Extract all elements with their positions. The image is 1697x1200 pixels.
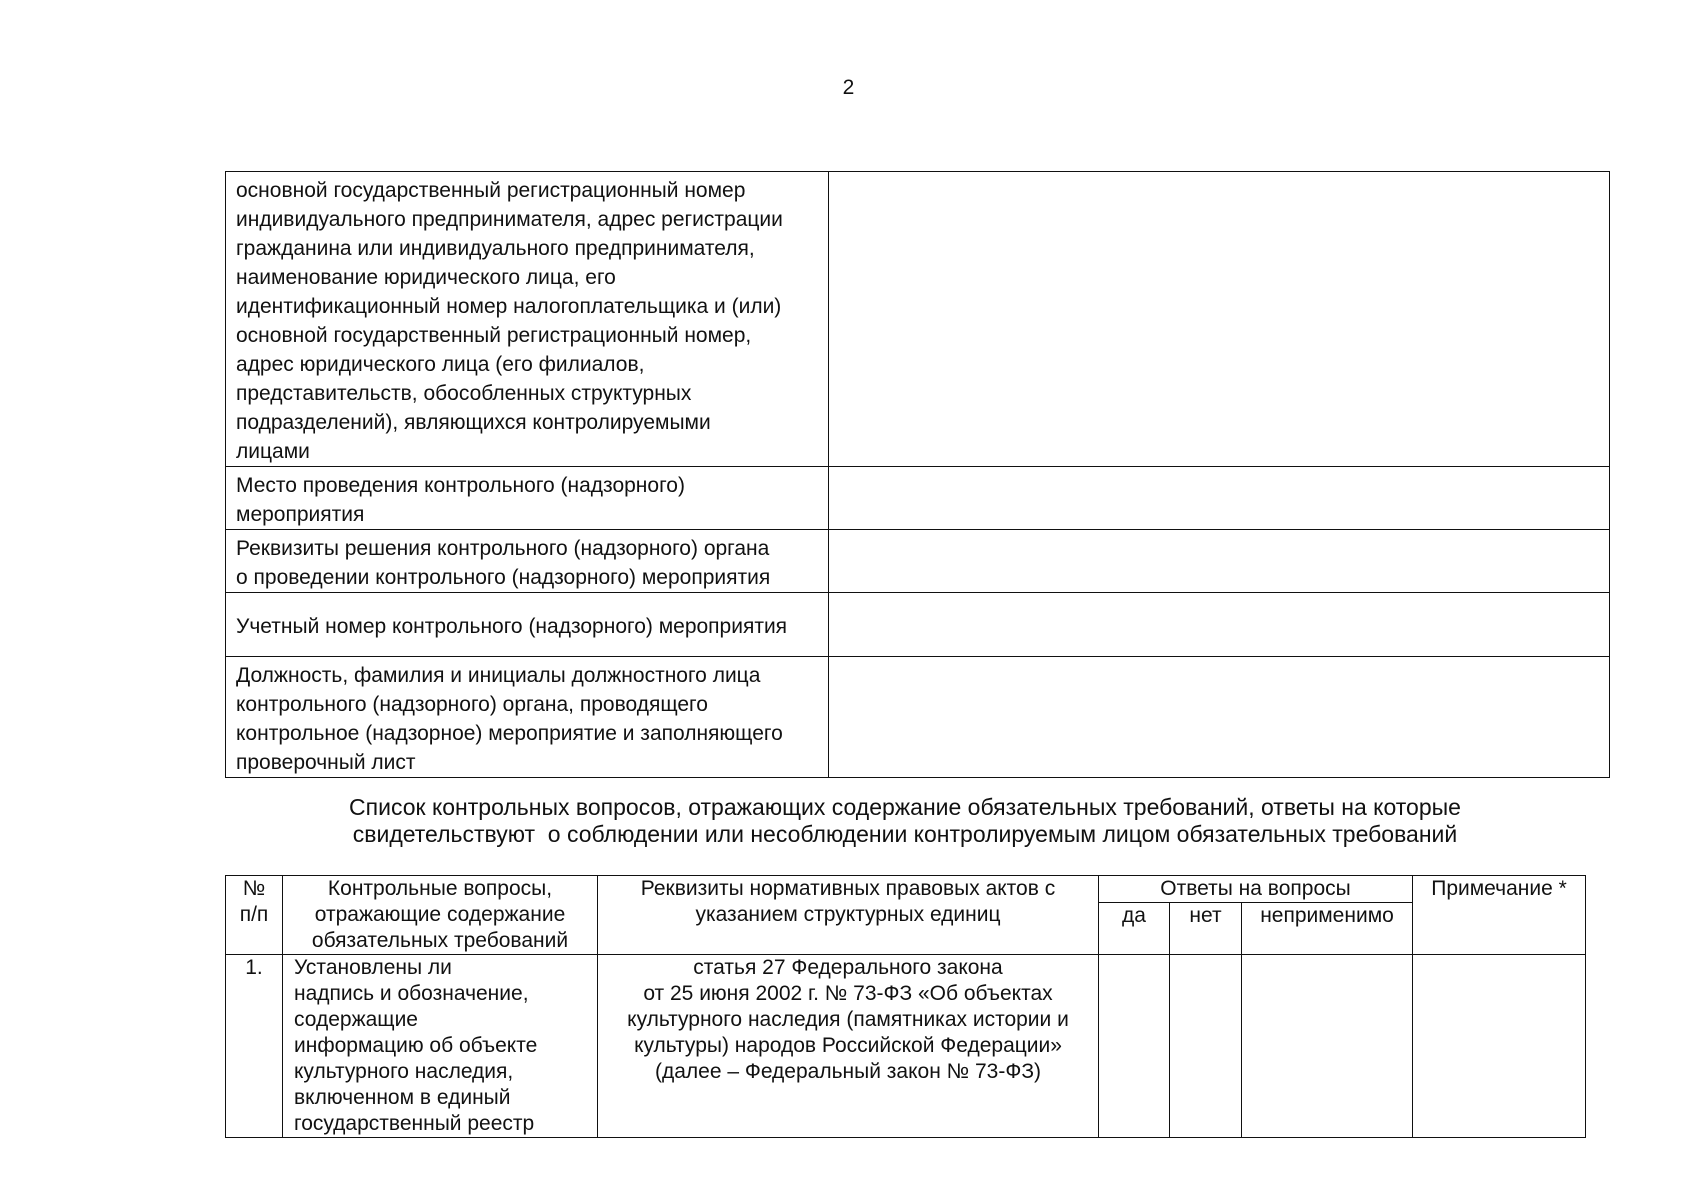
header-line: Контрольные вопросы, <box>327 877 553 900</box>
label-line: лицами <box>236 440 310 463</box>
header-yes: да <box>1099 903 1170 955</box>
label-line: подразделений), являющихся контролируемыми <box>236 411 711 434</box>
row-answer-na <box>1242 955 1413 1138</box>
label-line: гражданина или индивидуального предпринимателя, <box>236 237 755 260</box>
label-line: контрольного (надзорного) органа, проводящего <box>236 693 708 716</box>
header-line: отражающие содержание <box>314 903 566 926</box>
header-line: обязательных требований <box>311 929 569 952</box>
row-number: 1. <box>226 955 283 1138</box>
reference-line: культурного наследия (памятниках истории и <box>627 1008 1069 1031</box>
label-line: индивидуального предпринимателя, адрес регистрации <box>236 208 783 231</box>
label-line: идентификационный номер налогоплательщика и (или) <box>236 295 782 318</box>
section-title-line: Список контрольных вопросов, отражающих содержание обязательных требований, ответы на которые <box>349 794 1461 820</box>
reference-line: от 25 июня 2002 г. № 73-ФЗ «Об объектах <box>643 982 1053 1005</box>
question-line: содержащие <box>294 1008 418 1031</box>
info-value-decision <box>829 530 1610 593</box>
header-line: Реквизиты нормативных правовых актов с <box>640 877 1056 900</box>
label-line: о проведении контрольного (надзорного) мероприятия <box>236 566 771 589</box>
label-line: адрес юридического лица (его филиалов, <box>236 353 645 376</box>
subject-info-table <box>225 171 1610 778</box>
checklist-section-title <box>225 794 1585 848</box>
header-na: неприменимо <box>1242 903 1413 955</box>
section-title-line: свидетельствуют о соблюдении или несоблюдении контролируемым лицом обязательных требований <box>352 821 1458 847</box>
row-reference <box>598 955 1099 1138</box>
question-line: государственный реестр <box>294 1112 535 1135</box>
label-line: контрольное (надзорное) мероприятие и заполняющего <box>236 722 783 745</box>
info-label-location <box>226 467 829 530</box>
question-line: культурного наследия, <box>294 1060 514 1083</box>
checklist-table <box>225 875 1586 1138</box>
info-row-inspector <box>226 657 1610 778</box>
question-line: надпись и обозначение, <box>294 982 529 1005</box>
info-row-registration <box>226 172 1610 467</box>
page-number: 2 <box>842 76 855 99</box>
row-note <box>1413 955 1586 1138</box>
row-answer-yes <box>1099 955 1170 1138</box>
label-line: основной государственный регистрационный номер <box>236 179 746 202</box>
table-row <box>226 955 1586 1138</box>
header-reference <box>598 876 1099 955</box>
header-line: № <box>242 877 266 900</box>
info-row-location <box>226 467 1610 530</box>
header-no: нет <box>1170 903 1242 955</box>
header-question <box>283 876 598 955</box>
label-line: Должность, фамилия и инициалы должностного лица <box>236 664 761 687</box>
label-line: наименование юридического лица, его <box>236 266 616 289</box>
reference-line: статья 27 Федерального закона <box>693 956 1003 979</box>
question-line: информацию об объекте <box>294 1034 538 1057</box>
row-question <box>283 955 598 1138</box>
label-line: основной государственный регистрационный номер, <box>236 324 752 347</box>
checklist-header-row <box>226 876 1586 903</box>
info-label-inspector <box>226 657 829 778</box>
info-value-inspector <box>829 657 1610 778</box>
label-line: Реквизиты решения контрольного (надзорного) органа <box>236 537 770 560</box>
reference-line: культуры) народов Российской Федерации» <box>634 1034 1062 1057</box>
question-line: Установлены ли <box>294 956 452 979</box>
info-value-location <box>829 467 1610 530</box>
question-line: включенном в единый <box>294 1086 511 1109</box>
info-value-registration <box>829 172 1610 467</box>
info-value-account-number <box>829 593 1610 657</box>
info-row-account-number <box>226 593 1610 657</box>
label-line: Учетный номер контрольного (надзорного) мероприятия <box>236 615 788 638</box>
header-line: п/п <box>239 903 269 926</box>
header-line: указанием структурных единиц <box>695 903 1001 926</box>
label-line: проверочный лист <box>236 751 416 774</box>
row-answer-no <box>1170 955 1242 1138</box>
info-label-decision <box>226 530 829 593</box>
info-label-account-number <box>226 593 829 657</box>
header-answers: Ответы на вопросы <box>1099 876 1413 903</box>
header-num <box>226 876 283 955</box>
info-label-registration <box>226 172 829 467</box>
label-line: мероприятия <box>236 503 365 526</box>
label-line: Место проведения контрольного (надзорного) <box>236 474 685 497</box>
info-row-decision <box>226 530 1610 593</box>
header-note: Примечание * <box>1413 876 1586 955</box>
reference-line: (далее – Федеральный закон № 73-ФЗ) <box>654 1060 1041 1083</box>
label-line: представительств, обособленных структурных <box>236 382 692 405</box>
